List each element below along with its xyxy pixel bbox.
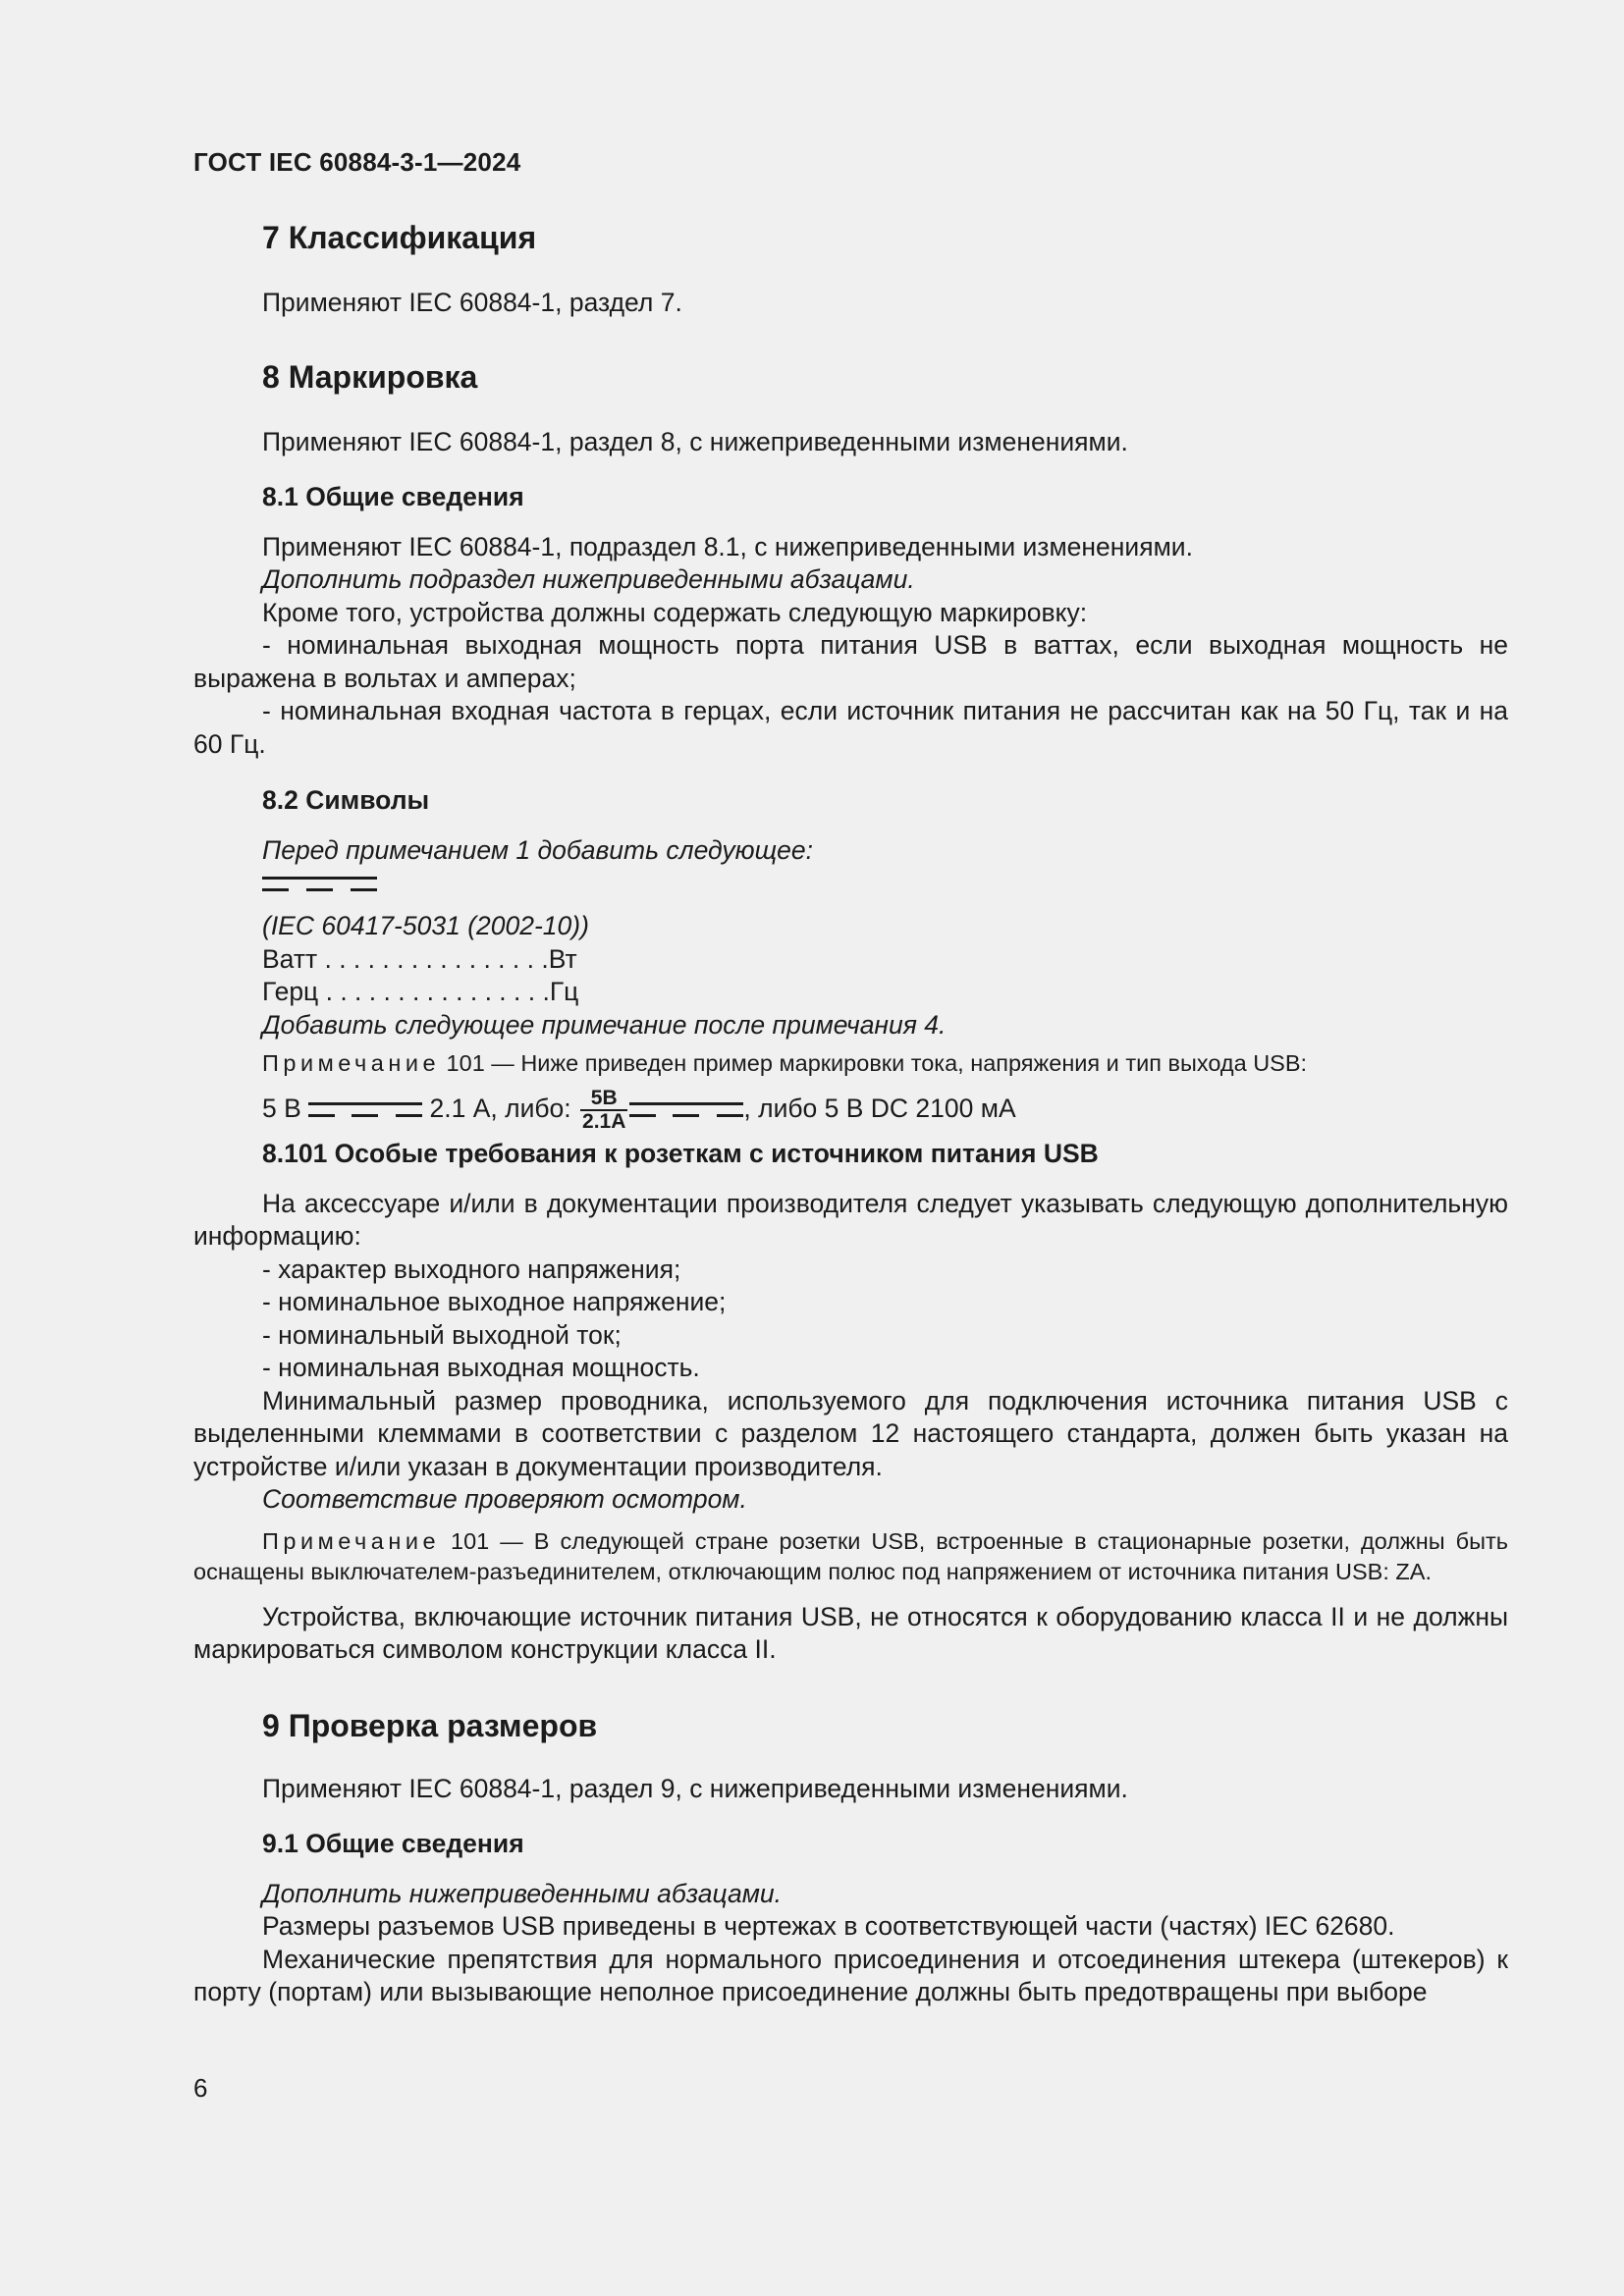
list-item-4: - номинальная выходная мощность. — [262, 1353, 700, 1382]
note-101-b — [193, 1526, 1508, 1587]
example-part-3: , либо 5 В DC 2100 мА — [743, 1094, 1016, 1123]
section-8-1-item-1: - номинальная выходная мощность порта питания USB в ваттах, если выходная мощность не выражена в вольтах и амперах; — [193, 630, 1508, 693]
list-item-1: - характер выходного напряжения; — [262, 1254, 681, 1284]
example-part-1: 5 В — [262, 1094, 309, 1123]
fraction-denominator: 2.1А — [582, 1110, 626, 1133]
section-7-heading: 7 Классификация — [262, 220, 537, 255]
section-9-text: Применяют IEC 60884-1, раздел 9, с нижеприведенными изменениями. — [262, 1773, 1128, 1803]
section-8-1-heading: 8.1 Общие сведения — [262, 482, 524, 511]
marking-example — [193, 1088, 1508, 1133]
note-text-2: 101 — В следующей стране розетки USB, встроенные в стационарные розетки, должны быть оснащены выключателем-разъединителем, отключающим полюс под напряжением от источника питания USB: ZA. — [193, 1527, 1508, 1584]
symbol-row-watt: Ватт . . . . . . . . . . . . . . . .Вт — [262, 943, 577, 974]
section-7-text: Применяют IEC 60884-1, раздел 7. — [262, 288, 682, 317]
note-label-2: Примечание — [262, 1527, 441, 1554]
section-8-101-para-1: На аксессуаре и/или в документации производителя следует указывать следующую дополнительную информацию: — [193, 1188, 1508, 1251]
section-8-2-para-2: Добавить следующее примечание после примечания 4. — [262, 1009, 947, 1040]
section-8-101-para-4: Устройства, включающие источник питания USB, не относятся к оборудованию класса II и не должны маркироваться символом конструкции класса II. — [193, 1601, 1508, 1664]
section-8-1-para-3: Кроме того, устройства должны содержать следующую маркировку: — [262, 597, 1088, 627]
section-8-1-item-2: - номинальная входная частота в герцах, если источник питания не рассчитан как на 50 Гц, так и на 60 Гц. — [193, 696, 1508, 759]
section-9-1-para-3: Механические препятствия для нормального присоединения и отсоединения штекера (штекеров) к порту (портам) или вызывающие неполное присоединение должны быть предотвращены при выборе — [193, 1944, 1508, 2006]
symbol-reference: (IEC 60417-5031 (2002-10)) — [262, 911, 589, 940]
page-number: 6 — [193, 2073, 208, 2103]
symbol-row-hertz: Герц . . . . . . . . . . . . . . . .Гц — [262, 977, 579, 1006]
page-content — [193, 218, 1508, 2009]
section-8-text: Применяют IEC 60884-1, раздел 8, с нижеприведенными изменениями. — [262, 426, 1128, 456]
fraction-numerator: 5В — [580, 1088, 627, 1111]
section-9-1-para-1: Дополнить нижеприведенными абзацами. — [262, 1878, 782, 1908]
section-9-1-heading: 9.1 Общие сведения — [262, 1829, 524, 1858]
section-9-heading: 9 Проверка размеров — [262, 1707, 598, 1743]
section-9-1-para-2: Размеры разъемов USB приведены в чертежах в соответствующей части (частях) IEC 62680. — [262, 1911, 1395, 1941]
section-8-heading: 8 Маркировка — [262, 358, 478, 395]
section-8-2-para-1: Перед примечанием 1 добавить следующее: — [262, 834, 813, 865]
section-8-101-heading: 8.101 Особые требования к розеткам с источником питания USB — [262, 1139, 1099, 1168]
list-item-3: - номинальный выходной ток; — [262, 1319, 622, 1350]
note-101-a — [193, 1048, 1508, 1079]
example-part-2: 2.1 А, либо: — [422, 1094, 579, 1123]
note-text: 101 — Ниже приведен пример маркировки тока, напряжения и тип выхода USB: — [440, 1050, 1308, 1076]
section-8-2-heading: 8.2 Символы — [262, 785, 430, 815]
section-8-101-para-2: Минимальный размер проводника, используемого для подключения источника питания USB с выделенными клеммами в соответствии с разделом 12 настоящего стандарта, должен быть указан на устройстве и/или указан в документации производителя. — [193, 1385, 1508, 1481]
section-8-1-para-1: Применяют IEC 60884-1, подраздел 8.1, с нижеприведенными изменениями. — [262, 531, 1193, 561]
note-label: Примечание — [262, 1050, 441, 1076]
list-item-2: - номинальное выходное напряжение; — [262, 1287, 727, 1316]
dc-symbol-inline-icon — [308, 1099, 422, 1121]
document-header: ГОСТ IEC 60884-3-1—2024 — [193, 147, 521, 177]
section-8-101-para-3: Соответствие проверяют осмотром. — [262, 1484, 747, 1514]
example-fraction — [580, 1088, 627, 1133]
dc-symbol-inline-icon-2 — [629, 1099, 743, 1121]
section-8-1-para-2: Дополнить подраздел нижеприведенными абзацами. — [262, 564, 915, 594]
dc-symbol-icon — [262, 875, 378, 896]
